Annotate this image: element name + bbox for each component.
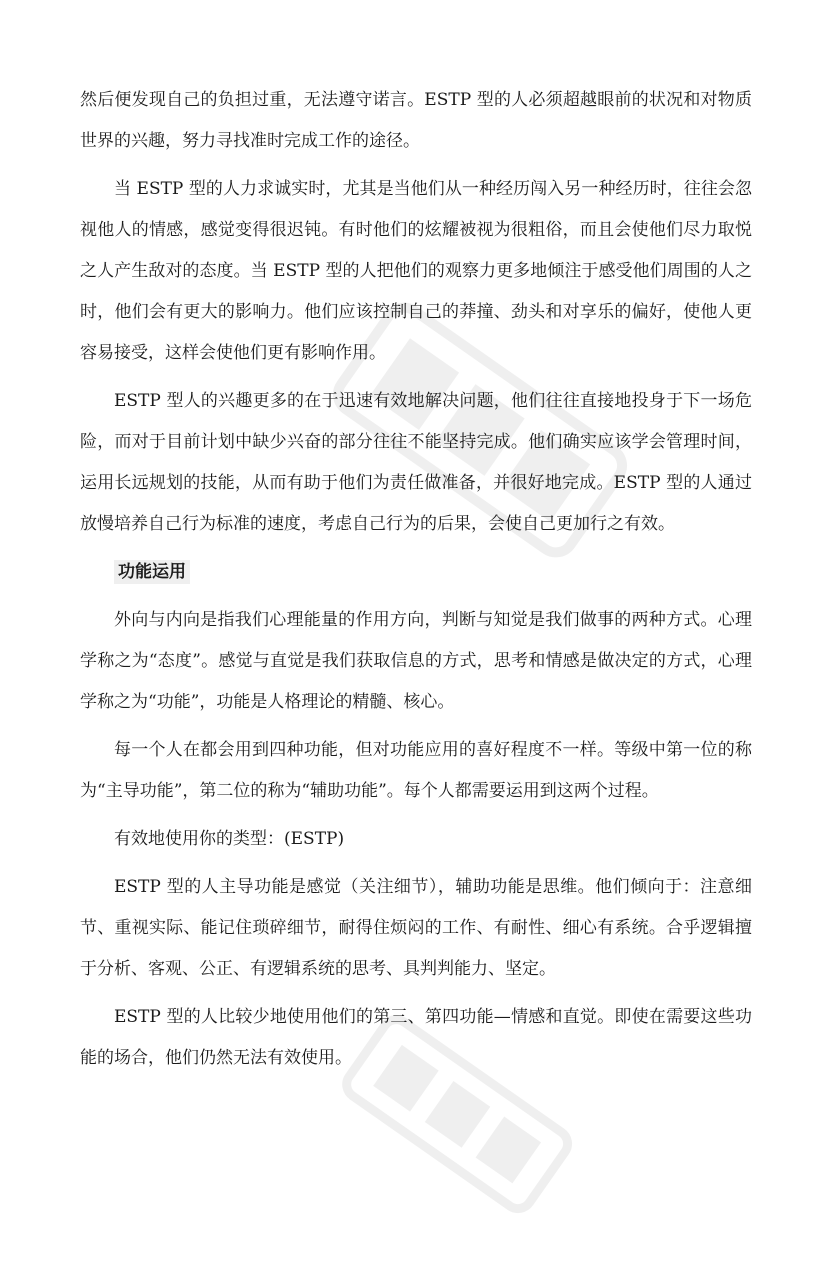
- section-heading-text: 功能运用: [114, 560, 190, 584]
- section-heading: [80, 552, 752, 593]
- paragraph-7: ESTP 型的人主导功能是感觉（关注细节），辅助功能是思维。他们倾向于：注意细节、重视实际、能记住琐碎细节，耐得住烦闷的工作、有耐性、细心有系统。合乎逻辑擅于分析、客观、公正、有逻辑系统的思考、具判判能力、坚定。: [80, 877, 752, 979]
- paragraph-3: ESTP 型人的兴趣更多的在于迅速有效地解决问题，他们往往直接地投身于下一场危险，而对于目前计划中缺少兴奋的部分往往不能坚持完成。他们确实应该学会管理时间，运用长远规划的技能，从而有助于他们为责任做准备，并很好地完成。ESTP 型的人通过放慢培养自己行为标准的速度，考虑自己行为的后果，会使自己更加行之有效。: [80, 391, 752, 534]
- paragraph-4: 外向与内向是指我们心理能量的作用方向，判断与知觉是我们做事的两种方式。心理学称之为“态度”。感觉与直觉是我们获取信息的方式，思考和情感是做决定的方式，心理学称之为“功能”，功能是人格理论的精髓、核心。: [80, 610, 752, 712]
- paragraph-1: 然后便发现自己的负担过重，无法遵守诺言。ESTP 型的人必须超越眼前的状况和对物质世界的兴趣，努力寻找准时完成工作的途径。: [80, 90, 752, 151]
- paragraph-6: 有效地使用你的类型：(ESTP): [114, 829, 345, 849]
- paragraph-2: 当 ESTP 型的人力求诚实时，尤其是当他们从一种经历闯入另一种经历时，往往会忽视他人的情感，感觉变得很迟钝。有时他们的炫耀被视为很粗俗，而且会使他们尽力取悦之人产生敌对的态度。当 ESTP 型的人把他们的观察力更多地倾注于感受他们周围的人之时，他们会有更大的影响力。他们应该控制自己的莽撞、劲头和对享乐的偏好，使他人更容易接受，这样会使他们更有影响作用。: [80, 179, 752, 363]
- paragraph-5: 每一个人在都会用到四种功能，但对功能应用的喜好程度不一样。等级中第一位的称为“主导功能”，第二位的称为“辅助功能”。每个人都需要运用到这两个过程。: [80, 740, 752, 801]
- paragraph-8: ESTP 型的人比较少地使用他们的第三、第四功能—情感和直觉。即使在需要这些功能的场合，他们仍然无法有效使用。: [80, 1007, 752, 1068]
- document-body: [80, 80, 752, 1086]
